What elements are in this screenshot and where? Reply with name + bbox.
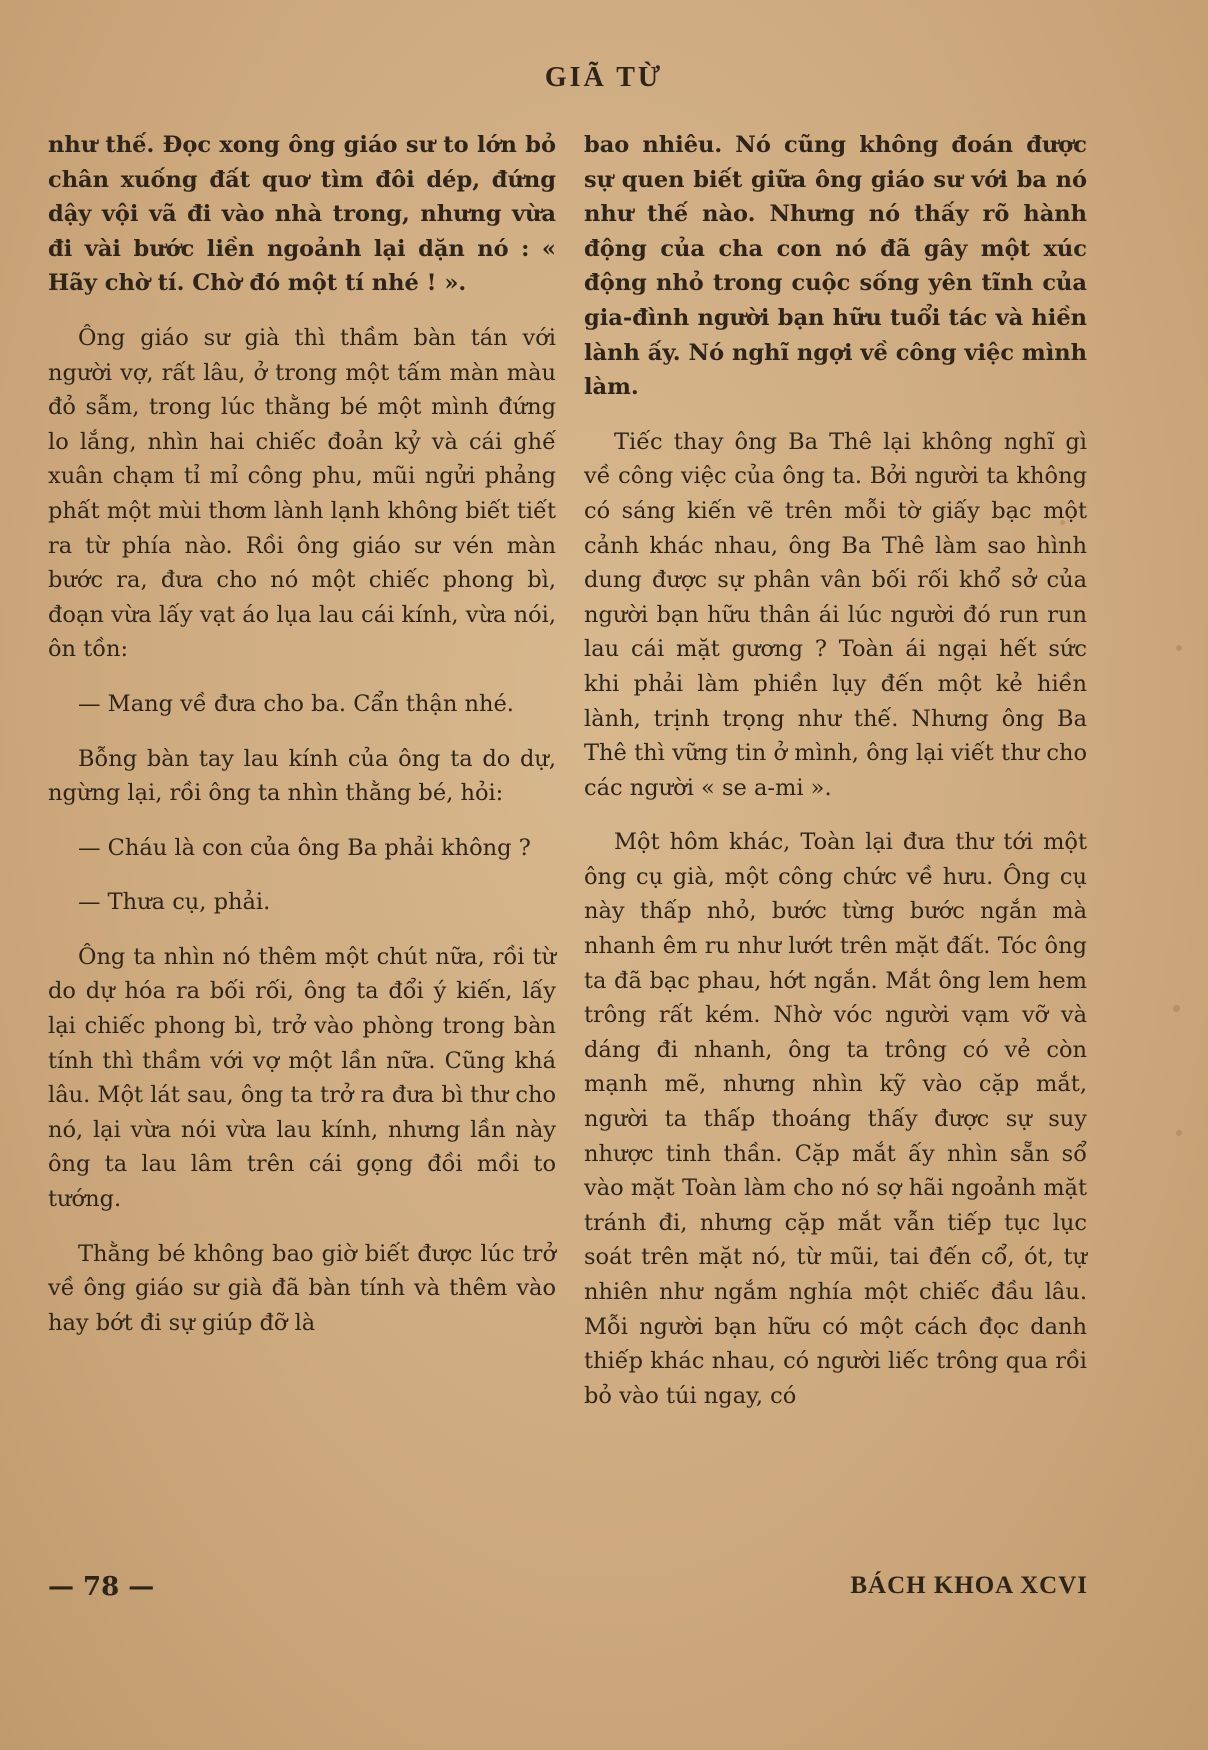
paragraph: Bỗng bàn tay lau kính của ông ta do dự, ngừng lại, rồi ông ta nhìn thằng bé, hỏi: — [48, 745, 556, 807]
dialogue-line: — Mang về đưa cho ba. Cẩn thận nhé. — [78, 690, 514, 717]
paper-spot — [1176, 1130, 1182, 1136]
page-number: — 78 — — [48, 1572, 155, 1602]
paragraph: Ông ta nhìn nó thêm một chút nữa, rồi từ do dự hóa ra bối rối, ông ta đổi ý kiến, lấy lại chiếc phong bì, trở vào phòng trong bàn tính thì thầm với vợ một lần nữa. Cũng khá lâu. Một lát sau, ông ta trở ra đưa bì thư cho nó, lại vừa nói vừa lau kính, nhưng lần này ông ta lau lâm trên cái gọng đồi mồi to tướng. — [48, 943, 556, 1213]
magazine-footer: BÁCH KHOA XCVI — [850, 1572, 1088, 1599]
running-header: GIÃ TỪ — [544, 62, 664, 93]
paper-spot — [1173, 1005, 1180, 1012]
paragraph: Thằng bé không bao giờ biết được lúc trở về ông giáo sư già đã bàn tính và thêm vào hay bớt đi sự giúp đỡ là — [48, 1240, 556, 1336]
paragraph: Tiếc thay ông Ba Thê lại không nghĩ gì về công việc của ông ta. Bởi người ta không có sáng kiến vẽ trên mỗi tờ giấy bạc một cảnh khác nhau, ông Ba Thê làm sao hình dung được sự phân vân bối rối khổ sở của người bạn hữu thân ái lúc người đó run run lau cái mặt gương ? Toàn ái ngại hết sức khi phải làm phiền lụy đến một kẻ hiền lành, trịnh trọng như thế. Nhưng ông Ba Thê thì vững tin ở mình, ông lại viết thư cho các người « se a-mi ». — [584, 428, 1087, 801]
dialogue-line: — Thưa cụ, phải. — [78, 889, 271, 916]
paragraph: bao nhiêu. Nó cũng không đoán được sự quen biết giữa ông giáo sư với ba nó như thế nào. Nhưng nó thấy rõ hành động của cha con nó đã gây một xúc động nhỏ trong cuộc sống yên tĩnh của gia-đình người bạn hữu tuổi tác và hiền lành ấy. Nó nghĩ ngợi về công việc mình làm. — [584, 132, 1087, 401]
dialogue-line: — Cháu là con của ông Ba phải không ? — [78, 834, 531, 861]
paragraph: Một hôm khác, Toàn lại đưa thư tới một ông cụ già, một công chức về hưu. Ông cụ này thấp nhỏ, bước từng bước ngắn mà nhanh êm ru như lướt trên mặt đất. Tóc ông ta đã bạc phau, hớt ngắn. Mắt ông lem hem trông rất kém. Nhờ vóc người vạm vỡ và dáng đi nhanh, ông ta trông có vẻ còn mạnh mẽ, nhưng nhìn kỹ vào cặp mắt, người ta thấp thoáng thấy được sự suy nhược tinh thần. Cặp mắt ấy nhìn sẵn sổ vào mặt Toàn làm cho nó sợ hãi ngoảnh mặt tránh đi, nhưng cặp mắt vẫn tiếp tục lục soát trên mặt nó, từ mũi, tai đến cổ, ót, tự nhiên như ngắm nghía một chiếc đầu lâu. Mỗi người bạn hữu có một cách đọc danh thiếp khác nhau, có người liếc trông qua rồi bỏ vào túi ngay, có — [584, 829, 1087, 1409]
left-text-column — [48, 128, 556, 1360]
paper-spot — [1176, 645, 1182, 651]
paragraph: như thế. Đọc xong ông giáo sư to lớn bỏ chân xuống đất quơ tìm đôi dép, đứng dậy vội vã đi vào nhà trong, nhưng vừa đi vài bước liền ngoảnh lại dặn nó : « Hãy chờ tí. Chờ đó một tí nhé ! ». — [48, 132, 556, 297]
paragraph: Ông giáo sư già thì thầm bàn tán với người vợ, rất lâu, ở trong một tấm màn màu đỏ sẫm, trong lúc thằng bé một mình đứng lo lắng, nhìn hai chiếc đoản kỷ và cái ghế xuân chạm tỉ mỉ công phu, mũi ngửi phảng phất một mùi thơm lành lạnh không biết tiết ra từ phía nào. Rồi ông giáo sư vén màn bước ra, đưa cho nó một chiếc phong bì, đoạn vừa lấy vạt áo lụa lau cái kính, vừa nói, ôn tồn: — [48, 324, 556, 663]
right-text-column — [584, 128, 1087, 1433]
